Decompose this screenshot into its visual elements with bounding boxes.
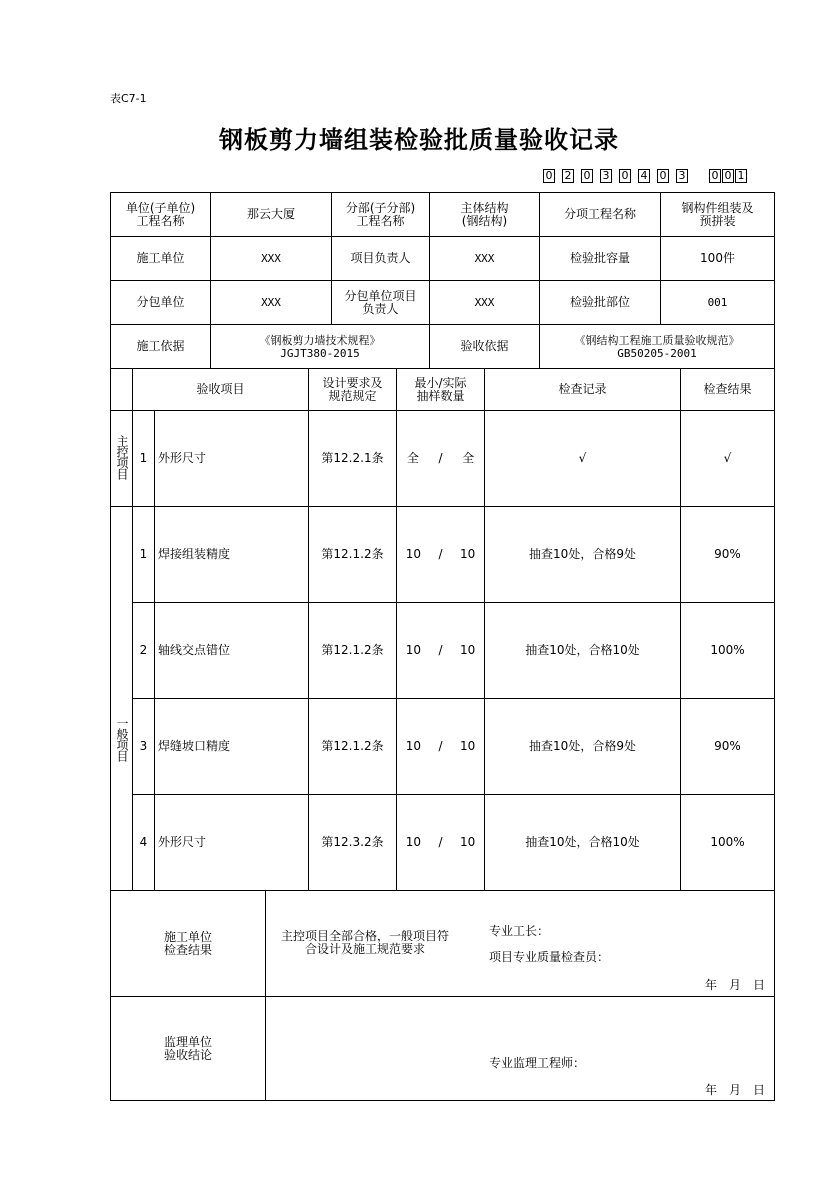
item-name: 焊接组装精度 <box>154 506 309 603</box>
acceptance-basis-value: 《钢结构工程施工质量验收规范》 GB50205-2001 <box>539 324 775 369</box>
item-clause: 第12.2.1条 <box>308 410 397 507</box>
contractor-check-label: 施工单位 检查结果 <box>110 890 266 997</box>
item-result: 100% <box>680 602 775 699</box>
location-label: 检验批部位 <box>539 280 661 325</box>
code-digit: 0 <box>619 169 631 183</box>
item-clause: 第12.3.2条 <box>308 794 397 891</box>
item-sample <box>396 602 485 699</box>
item-sample <box>396 698 485 795</box>
code-digit: 0 <box>657 169 669 183</box>
contractor-value: XXX <box>210 236 332 281</box>
basis-value: 《钢板剪力墙技术规程》 JGJT380-2015 <box>210 324 430 369</box>
sub-pm-value: XXX <box>429 280 540 325</box>
supervision-label: 监理单位 验收结论 <box>110 996 266 1101</box>
sample-actual: 10 <box>459 835 476 849</box>
unit-label: 单位(子单位) 工程名称 <box>110 192 211 237</box>
item-clause: 第12.1.2条 <box>308 698 397 795</box>
foreman-label: 专业工长： <box>489 924 550 938</box>
col-item: 验收项目 <box>132 368 309 411</box>
item-name: 焊缝坡口精度 <box>154 698 309 795</box>
code-digit: 0 <box>581 169 593 183</box>
code-digit: 2 <box>562 169 574 183</box>
seq-digit: 0 <box>722 169 734 183</box>
supervision-area <box>265 996 775 1101</box>
general-group-label <box>110 506 133 891</box>
contractor-date: 年 月 日 <box>705 978 766 992</box>
item-record: 抽查10处，合格9处 <box>484 506 681 603</box>
item-result: √ <box>680 410 775 507</box>
col-result: 检查结果 <box>680 368 775 411</box>
pm-label: 项目负责人 <box>331 236 430 281</box>
sample-min: 全 <box>406 451 419 465</box>
sample-actual: 10 <box>459 643 476 657</box>
sample-actual: 全 <box>462 451 475 465</box>
division-label: 分部(子分部) 工程名称 <box>331 192 430 237</box>
pm-value: XXX <box>429 236 540 281</box>
row-no: 3 <box>132 698 155 795</box>
row-no: 1 <box>132 410 155 507</box>
sample-sep: / <box>438 643 443 657</box>
code-digit: 3 <box>676 169 688 183</box>
sample-actual: 10 <box>459 739 476 753</box>
location-value: 001 <box>660 280 775 325</box>
subcontractor-label: 分包单位 <box>110 280 211 325</box>
supervision-date: 年 月 日 <box>705 1083 766 1097</box>
sample-sep: / <box>438 547 443 561</box>
capacity-value: 100件 <box>660 236 775 281</box>
sample-sep: / <box>438 835 443 849</box>
col-requirement: 设计要求及 规范规定 <box>308 368 397 411</box>
item-record: √ <box>484 410 681 507</box>
item-clause: 第12.1.2条 <box>308 602 397 699</box>
sample-actual: 10 <box>459 547 476 561</box>
code-digit: 0 <box>543 169 555 183</box>
subcontractor-value: XXX <box>210 280 332 325</box>
item-name: 外形尺寸 <box>154 410 309 507</box>
item-result: 100% <box>680 794 775 891</box>
basis-label: 施工依据 <box>110 324 211 369</box>
main-group-text: 主控项目 <box>115 435 129 479</box>
form-number: 表C7-1 <box>110 92 147 105</box>
item-sample <box>396 794 485 891</box>
page-title: 钢板剪力墙组装检验批质量验收记录 <box>219 126 619 154</box>
unit-value: 那云大厦 <box>210 192 332 237</box>
engineer-label: 专业监理工程师： <box>489 1056 586 1070</box>
item-record: 抽查10处，合格10处 <box>484 794 681 891</box>
sample-sep: / <box>438 739 443 753</box>
item-name: 外形尺寸 <box>154 794 309 891</box>
col-sample: 最小/实际 抽样数量 <box>396 368 485 411</box>
code-digit: 3 <box>600 169 612 183</box>
contractor-label: 施工单位 <box>110 236 211 281</box>
item-record: 抽查10处，合格9处 <box>484 698 681 795</box>
subitem-label: 分项工程名称 <box>539 192 661 237</box>
seq-digit: 0 <box>709 169 721 183</box>
col-record: 检查记录 <box>484 368 681 411</box>
sample-min: 10 <box>405 643 421 657</box>
item-record: 抽查10处，合格10处 <box>484 602 681 699</box>
row-no: 2 <box>132 602 155 699</box>
item-clause: 第12.1.2条 <box>308 506 397 603</box>
code-digit: 4 <box>638 169 650 183</box>
acceptance-basis-label: 验收依据 <box>429 324 540 369</box>
subitem-value: 钢构件组装及 预拼装 <box>660 192 775 237</box>
inspector-label: 项目专业质量检查员： <box>489 950 610 964</box>
contractor-conclusion: 主控项目全部合格，一般项目符 合设计及施工规范要求 <box>280 929 449 956</box>
row-no: 1 <box>132 506 155 603</box>
sample-min: 10 <box>405 739 421 753</box>
item-result: 90% <box>680 506 775 603</box>
division-value: 主体结构 (钢结构) <box>429 192 540 237</box>
item-sample <box>396 410 485 507</box>
main-group-label <box>110 368 133 507</box>
sample-min: 10 <box>405 835 421 849</box>
sample-sep: / <box>438 451 443 465</box>
sub-pm-label: 分包单位项目 负责人 <box>331 280 430 325</box>
item-result: 90% <box>680 698 775 795</box>
general-group-text: 一般项目 <box>115 716 129 761</box>
item-sample <box>396 506 485 603</box>
capacity-label: 检验批容量 <box>539 236 661 281</box>
item-name: 轴线交点错位 <box>154 602 309 699</box>
seq-digit: 1 <box>735 169 747 183</box>
sample-min: 10 <box>405 547 421 561</box>
row-no: 4 <box>132 794 155 891</box>
